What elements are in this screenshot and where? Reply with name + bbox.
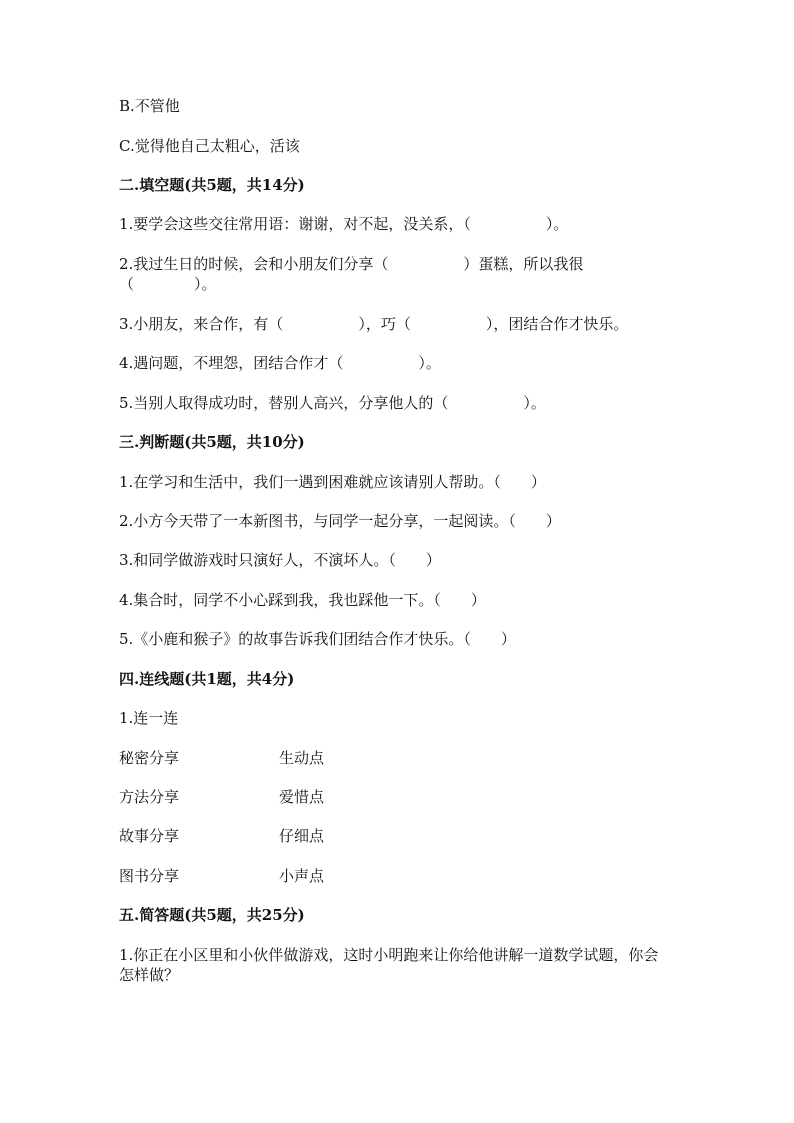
option-c: C.觉得他自己太粗心，活该 (119, 137, 300, 155)
fill-blank-question-2: 2.我过生日的时候，会和小朋友们分享（ ）蛋糕，所以我很（ ）。 (119, 255, 584, 293)
judgement-question-3: 3.和同学做游戏时只演好人，不演坏人。（ ） (119, 551, 441, 569)
judgement-question-5: 5.《小鹿和猴子》的故事告诉我们团结合作才快乐。（ ） (119, 630, 516, 648)
match-right-item: 小声点 (279, 867, 325, 885)
fill-blank-question-4: 4.遇问题，不埋怨，团结合作才（ ）。 (119, 354, 441, 372)
match-right-item: 爱惜点 (279, 788, 325, 806)
judgement-question-1: 1.在学习和生活中，我们一遇到困难就应该请别人帮助。（ ） (119, 473, 546, 491)
section-fill-blank-heading: 二.填空题(共5题，共14分) (119, 176, 305, 194)
judgement-question-4: 4.集合时，同学不小心踩到我，我也踩他一下。（ ） (119, 591, 486, 609)
section-judgement-heading: 三.判断题(共5题，共10分) (119, 433, 305, 451)
option-b: B.不管他 (119, 97, 180, 115)
section-matching-heading: 四.连线题(共1题，共4分) (119, 670, 295, 688)
fill-blank-question-1: 1.要学会这些交往常用语：谢谢，对不起，没关系，（ ）。 (119, 215, 569, 233)
judgement-question-2: 2.小方今天带了一本新图书，与同学一起分享，一起阅读。（ ） (119, 512, 561, 530)
match-left-item: 方法分享 (119, 788, 180, 806)
match-left-item: 故事分享 (119, 827, 180, 845)
short-answer-question-1: 1.你正在小区里和小伙伴做游戏，这时小明跑来让你给他讲解一道数学试题，你会怎样做？ (119, 946, 659, 984)
fill-blank-question-5: 5.当别人取得成功时，替别人高兴，分享他人的（ ）。 (119, 394, 546, 412)
match-right-item: 仔细点 (279, 827, 325, 845)
fill-blank-question-3: 3.小朋友，来合作，有（ ），巧（ ），团结合作才快乐。 (119, 315, 629, 333)
match-left-item: 图书分享 (119, 867, 180, 885)
match-right-item: 生动点 (279, 749, 325, 767)
section-short-answer-heading: 五.简答题(共5题，共25分) (119, 906, 305, 924)
matching-question-1: 1.连一连 (119, 709, 179, 727)
match-left-item: 秘密分享 (119, 749, 180, 767)
